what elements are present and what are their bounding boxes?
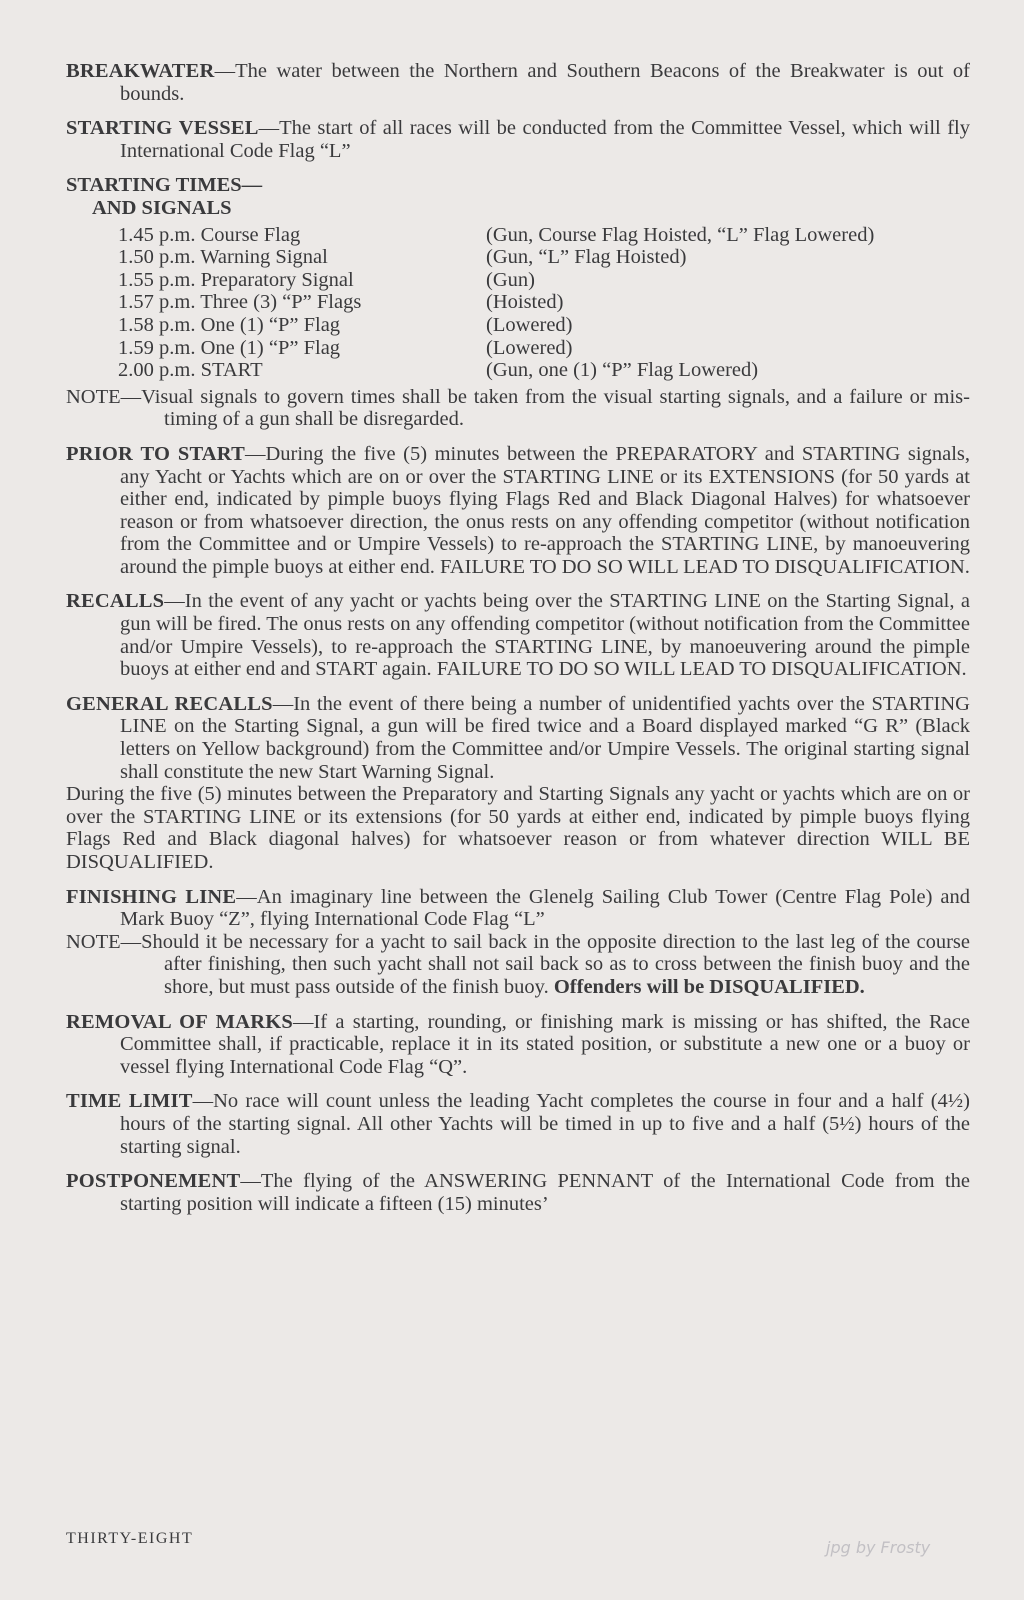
section-heading: PRIOR TO START [66, 442, 245, 465]
signal-name: One (1) “P” Flag [200, 313, 341, 336]
section-text: —The flying of the ANSWERING PENNANT of the International Code from the starting position will indicate a fifteen (15) minutes’ [120, 1170, 970, 1215]
page-number-label: THIRTY-EIGHT [66, 1530, 194, 1547]
section-prior-to-start [66, 443, 970, 579]
signal-action: (Hoisted) [486, 291, 564, 314]
heading-line-1: STARTING TIMES— [66, 174, 263, 197]
section-text: —During the five (5) minutes between the PREPARATORY and STARTING signals, any Yacht or Yachts which are on or over the STARTING LINE or its EXTENSIONS (for 50 yards at either end, indicated by pimple buoys flying Flags Red and Black Diagonal Halves) for whatsoever reason or from whatsoever direction, the onus rests on any offending competitor (without notification from the Committee and or Umpire Vessels) to re-approach the STARTING LINE, by manoeuvering around the pimple buoys at either end. FAILURE TO DO SO WILL LEAD TO DISQUALIFICATION. [120, 442, 970, 578]
signal-action: (Gun, “L” Flag Hoisted) [486, 246, 687, 269]
section-heading: GENERAL RECALLS [66, 692, 273, 715]
signal-name: Warning Signal [200, 246, 328, 269]
section-breakwater [66, 60, 970, 105]
section-heading: BREAKWATER [66, 60, 215, 82]
section-finishing-line [66, 886, 970, 999]
signal-time: 1.45 p.m. [118, 223, 196, 246]
signal-name: Three (3) “P” Flags [200, 291, 362, 314]
signal-action: (Lowered) [486, 336, 573, 359]
signal-time: 1.58 p.m. [118, 313, 196, 336]
section-heading: RECALLS [66, 590, 165, 613]
signal-timetable [118, 224, 970, 382]
section-starting-times [66, 174, 970, 431]
section-text: —In the event of any yacht or yachts being over the STARTING LINE on the Starting Signal, a gun will be fired. The onus rests on any offending competitor (without notification from the Committee and/or Umpire Vessels), to re-approach the STARTING LINE, by manoeuvering around the pimple buoys at either end and START again. FAILURE TO DO SO WILL LEAD TO DISQUALIFICATION. [120, 590, 970, 681]
section-text: —If a starting, rounding, or finishing mark is missing or has shifted, the Race Committee shall, if practicable, replace it in its stated position, or substitute a new one or a buoy or vessel flying International Code Flag “Q”. [120, 1010, 971, 1078]
signal-time: 1.55 p.m. [118, 268, 196, 291]
section-removal-of-marks [66, 1011, 970, 1079]
note-warning: Offenders will be DISQUALIFIED. [553, 975, 865, 998]
section-text: —In the event of there being a number of unidentified yachts over the STARTING LINE on the Starting Signal, a gun will be fired twice and a Board displayed marked “G R” (Black letters on Yellow background) from the Committee and/or Umpire Vessels. The original starting signal shall constitute the new Start Warning Signal. [120, 692, 970, 783]
heading-line-2: AND SIGNALS [92, 196, 232, 219]
section-postponement [66, 1170, 970, 1215]
finishing-note [66, 931, 970, 999]
section-heading: POSTPONEMENT [66, 1170, 241, 1193]
signal-name: One (1) “P” Flag [200, 336, 341, 359]
signal-time: 1.50 p.m. [118, 246, 196, 269]
section-heading: FINISHING LINE [66, 885, 237, 908]
timing-note: NOTE—Visual signals to govern times shall be taken from the visual starting signals, and a failure or mis-timing of a gun shall be disregarded. [66, 385, 970, 431]
rules-body [66, 60, 970, 1227]
signal-time: 1.59 p.m. [118, 336, 196, 359]
section-text-continued: During the five (5) minutes between the Preparatory and Starting Signals any yacht or yachts which are on or over the STARTING LINE or its extensions (for 50 yards at either end, indicated by pimple buoys flying Flags Red and Black diagonal halves) for whatsoever reason or from whatever direction WILL BE DISQUALIFIED. [66, 783, 970, 873]
section-text: —The start of all races will be conducted from the Committee Vessel, which will fly International Code Flag “L” [120, 117, 970, 162]
scan-watermark: jpg by Frosty [826, 1538, 931, 1557]
section-heading: STARTING VESSEL [66, 117, 259, 140]
section-heading: TIME LIMIT [66, 1090, 193, 1113]
note-text: NOTE—Should it be necessary for a yacht to sail back in the opposite direction to the last leg of the course after finishing, then such yacht shall not sail back so as to cross between the finish buoy and the shore, but must pass outside of the finish buoy. [66, 930, 970, 998]
section-heading: REMOVAL OF MARKS [66, 1010, 293, 1033]
signal-action: (Gun, Course Flag Hoisted, “L” Flag Lowered) [486, 223, 875, 246]
section-heading [66, 174, 970, 219]
section-general-recalls [66, 693, 970, 874]
signal-name: Course Flag [200, 223, 301, 246]
signal-action: (Gun) [486, 268, 535, 291]
signal-name: START [200, 359, 263, 382]
signal-name: Preparatory Signal [200, 268, 354, 291]
section-time-limit [66, 1090, 970, 1158]
signal-action: (Lowered) [486, 313, 573, 336]
signal-action: (Gun, one (1) “P” Flag Lowered) [486, 359, 759, 382]
signal-time: 2.00 p.m. [118, 359, 196, 382]
section-text: —No race will count unless the leading Yacht completes the course in four and a half (4½) hours of the starting signal. All other Yachts will be timed in up to five and a half (5½) hours of the starting signal. [120, 1090, 970, 1158]
section-recalls [66, 590, 970, 680]
section-text: —The water between the Northern and Southern Beacons of the Breakwater is out of bounds. [120, 60, 970, 105]
section-starting-vessel [66, 117, 970, 162]
signal-time: 1.57 p.m. [118, 291, 196, 314]
section-text: —An imaginary line between the Glenelg Sailing Club Tower (Centre Flag Pole) and Mark Buoy “Z”, flying International Code Flag “L” [120, 885, 970, 931]
